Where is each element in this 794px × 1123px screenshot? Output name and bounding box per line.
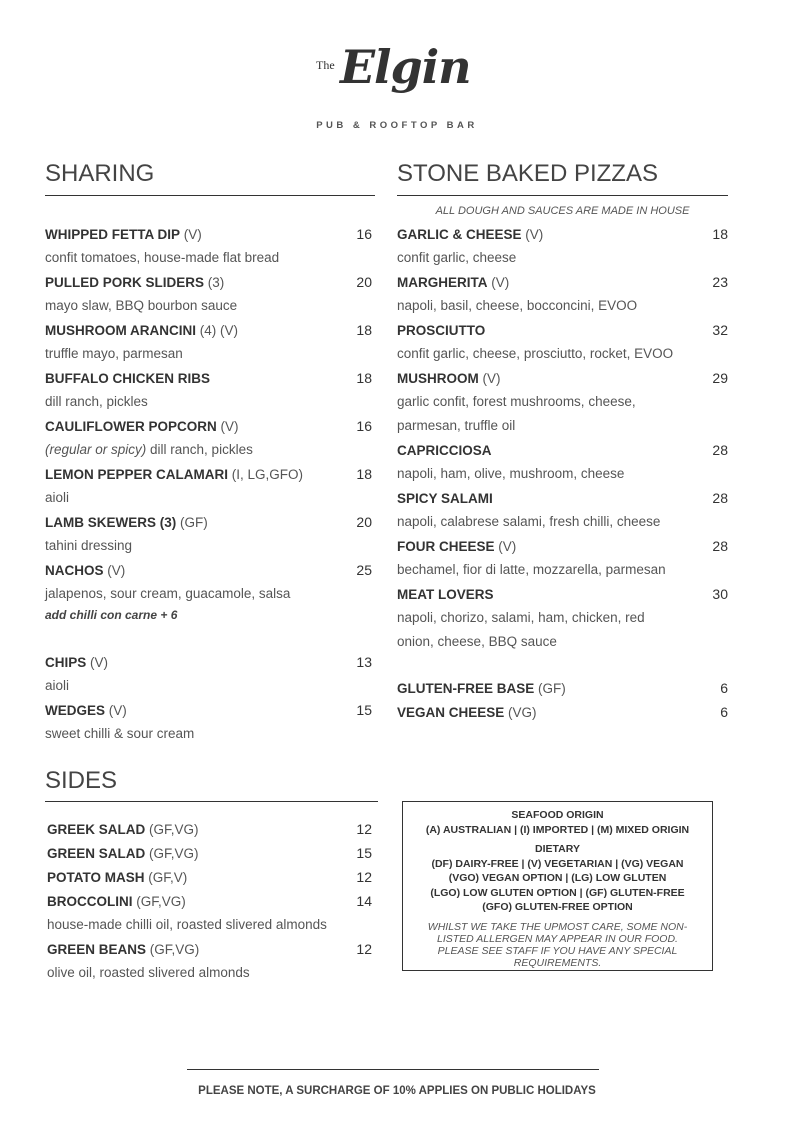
sharing-title: SHARING xyxy=(45,160,155,187)
menu-item xyxy=(47,889,372,913)
item-price: 20 xyxy=(356,274,372,290)
item-tag: (V) xyxy=(183,226,202,242)
item-name xyxy=(47,846,199,861)
item-price: 12 xyxy=(356,821,372,837)
item-title: PULLED PORK SLIDERS xyxy=(45,274,205,290)
item-title: NACHOS xyxy=(45,562,104,578)
seafood-title: SEAFOOD ORIGIN xyxy=(511,809,604,821)
item-price: 20 xyxy=(356,514,372,530)
item-tag: (V) xyxy=(498,538,517,554)
item-price: 32 xyxy=(712,322,728,338)
item-tag: (GF) xyxy=(538,680,566,696)
logo-the: The xyxy=(316,58,335,72)
item-title: LAMB SKEWERS (3) xyxy=(45,514,177,530)
item-tag: (V) xyxy=(491,274,510,290)
item-name xyxy=(397,491,493,506)
item-description: bechamel, fior di latte, mozzarella, parmesan xyxy=(397,562,666,577)
item-price: 6 xyxy=(720,680,728,696)
item-name xyxy=(45,467,303,482)
item-name xyxy=(45,371,210,386)
item-description: tahini dressing xyxy=(45,538,133,553)
dietary-line: (GFO) GLUTEN-FREE OPTION xyxy=(482,901,633,913)
item-title: GREEK SALAD xyxy=(47,821,146,837)
menu-item xyxy=(397,438,728,462)
item-description: napoli, calabrese salami, fresh chilli, cheese xyxy=(397,514,661,529)
item-description: aioli xyxy=(45,490,70,505)
item-description: truffle mayo, parmesan xyxy=(45,346,183,361)
item-title: BUFFALO CHICKEN RIBS xyxy=(45,370,210,386)
menu-item xyxy=(45,650,372,674)
item-description: napoli, chorizo, salami, ham, chicken, red xyxy=(397,610,645,625)
item-price: 25 xyxy=(356,562,372,578)
item-title: BROCCOLINI xyxy=(47,893,133,909)
item-price: 28 xyxy=(712,538,728,554)
item-description: sweet chilli & sour cream xyxy=(45,726,195,741)
item-name xyxy=(45,655,108,670)
menu-item xyxy=(45,414,372,438)
menu-item xyxy=(397,676,728,700)
item-title: PROSCIUTTO xyxy=(397,322,486,338)
item-name xyxy=(397,227,543,242)
dietary-line: (DF) DAIRY-FREE | (V) VEGETARIAN | (VG) VEGAN xyxy=(431,857,684,870)
menu-item xyxy=(397,700,728,724)
item-price: 18 xyxy=(356,322,372,338)
item-title: GARLIC & CHEESE xyxy=(397,226,522,242)
item-tag: (V) xyxy=(482,370,501,386)
item-title: WHIPPED FETTA DIP xyxy=(45,226,180,242)
item-price: 15 xyxy=(356,845,372,861)
item-tag: (V) xyxy=(108,702,127,718)
menu-item xyxy=(47,817,372,841)
item-description: house-made chilli oil, roasted slivered almonds xyxy=(47,917,327,932)
item-name xyxy=(397,681,566,696)
item-price: 28 xyxy=(712,490,728,506)
item-title: GREEN SALAD xyxy=(47,845,146,861)
item-name xyxy=(47,894,186,909)
info-box xyxy=(402,801,713,971)
item-tag: (4) (V) xyxy=(199,322,239,338)
item-name xyxy=(45,323,238,338)
menu-item xyxy=(397,222,728,246)
menu-item xyxy=(45,222,372,246)
spacer xyxy=(397,654,728,676)
spacer xyxy=(45,628,372,650)
sharing-rule xyxy=(45,195,375,196)
item-description-italic: (regular or spicy) xyxy=(45,442,147,457)
pizzas-subtitle: ALL DOUGH AND SAUCES ARE MADE IN HOUSE xyxy=(435,205,690,217)
item-price: 6 xyxy=(720,704,728,720)
menu-item xyxy=(45,510,372,534)
item-price: 12 xyxy=(356,941,372,957)
menu-item xyxy=(397,318,728,342)
menu-item xyxy=(45,318,372,342)
item-title: MARGHERITA xyxy=(397,274,488,290)
item-title: VEGAN CHEESE xyxy=(397,704,505,720)
dietary-line: (LGO) LOW GLUTEN OPTION | (GF) GLUTEN-FREE xyxy=(430,886,685,899)
item-name xyxy=(47,870,187,885)
menu-item xyxy=(45,462,372,486)
item-title: WEDGES xyxy=(45,702,106,718)
sides-title: SIDES xyxy=(45,767,118,794)
item-name xyxy=(47,822,199,837)
menu-item xyxy=(47,841,372,865)
item-title: MEAT LOVERS xyxy=(397,586,494,602)
seafood-line: (A) AUSTRALIAN | (I) IMPORTED | (M) MIXED ORIGIN xyxy=(425,824,690,836)
item-name xyxy=(47,942,199,957)
footer-rule xyxy=(187,1069,599,1070)
item-name xyxy=(45,563,125,578)
item-price: 12 xyxy=(356,869,372,885)
item-price: 29 xyxy=(712,370,728,386)
item-price: 16 xyxy=(356,226,372,242)
item-price: 14 xyxy=(356,893,372,909)
sides-rule xyxy=(45,801,378,802)
item-tag: (VG) xyxy=(508,704,537,720)
item-name xyxy=(45,275,224,290)
logo-tagline: PUB & ROOFTOP BAR xyxy=(316,120,478,131)
item-description: mayo slaw, BBQ bourbon sauce xyxy=(45,298,238,313)
allergen-disclaimer: WHILST WE TAKE THE UPMOST CARE, SOME NON-LISTED ALLERGEN MAY APPEAR IN OUR FOOD. PLEASE SEE STAFF IF YOU HAVE ANY SPECIAL REQUIREMENTS. xyxy=(427,920,688,969)
item-description: aioli xyxy=(45,678,70,693)
item-tag: (GF,VG) xyxy=(149,845,199,861)
sharing-list xyxy=(45,222,372,746)
item-description: parmesan, truffle oil xyxy=(397,418,516,433)
item-name xyxy=(397,323,485,338)
dietary-line: (VGO) VEGAN OPTION | (LG) LOW GLUTEN xyxy=(448,872,667,884)
item-tag: (GF,VG) xyxy=(149,821,199,837)
item-price: 18 xyxy=(356,370,372,386)
menu-item xyxy=(45,698,372,722)
menu-item xyxy=(47,937,372,961)
item-description: olive oil, roasted slivered almonds xyxy=(47,965,250,980)
item-price: 28 xyxy=(712,442,728,458)
item-description: garlic confit, forest mushrooms, cheese, xyxy=(397,394,636,409)
item-description: confit garlic, cheese xyxy=(397,250,517,265)
item-description: onion, cheese, BBQ sauce xyxy=(397,634,557,649)
item-tag: (GF,VG) xyxy=(149,941,200,957)
item-name xyxy=(45,703,127,718)
item-name xyxy=(397,275,509,290)
item-price: 13 xyxy=(356,654,372,670)
menu-item xyxy=(45,270,372,294)
item-tag: (V) xyxy=(90,654,109,670)
item-title: FOUR CHEESE xyxy=(397,538,495,554)
item-price: 30 xyxy=(712,586,728,602)
item-description: napoli, ham, olive, mushroom, cheese xyxy=(397,466,625,481)
menu-item xyxy=(397,270,728,294)
item-name xyxy=(397,371,501,386)
menu-item xyxy=(45,558,372,582)
sides-list xyxy=(47,817,372,985)
item-description: jalapenos, sour cream, guacamole, salsa xyxy=(45,586,291,601)
item-tag: (GF,V) xyxy=(148,869,188,885)
item-description: confit garlic, cheese, prosciutto, rocket, EVOO xyxy=(397,346,674,361)
menu-item xyxy=(47,865,372,889)
item-price: 15 xyxy=(356,702,372,718)
item-price: 16 xyxy=(356,418,372,434)
item-title: MUSHROOM xyxy=(397,370,479,386)
menu-item xyxy=(397,366,728,390)
item-name xyxy=(397,587,494,602)
item-description: confit tomatoes, house-made flat bread xyxy=(45,250,280,265)
item-description: dill ranch, pickles xyxy=(45,394,148,409)
item-title: GLUTEN-FREE BASE xyxy=(397,680,535,696)
item-tag: (V) xyxy=(220,418,239,434)
item-title: CHIPS xyxy=(45,654,87,670)
item-name xyxy=(397,705,537,720)
item-description-text: dill ranch, pickles xyxy=(146,442,253,457)
item-title: CAPRICCIOSA xyxy=(397,442,492,458)
item-name xyxy=(45,227,202,242)
item-price: 18 xyxy=(356,466,372,482)
item-tag: (3) xyxy=(207,274,225,290)
dietary-title: DIETARY xyxy=(535,842,580,855)
item-title: GREEN BEANS xyxy=(47,941,147,957)
menu-item xyxy=(45,366,372,390)
item-name xyxy=(397,539,516,554)
item-tag: (GF,VG) xyxy=(136,893,186,909)
menu-item xyxy=(397,534,728,558)
item-tag: (V) xyxy=(525,226,544,242)
pizzas-list xyxy=(397,200,728,724)
item-tag: (GF) xyxy=(180,514,208,530)
item-description xyxy=(45,438,372,462)
logo-name: Elgin xyxy=(340,40,471,94)
item-title: POTATO MASH xyxy=(47,869,145,885)
item-description: napoli, basil, cheese, bocconcini, EVOO xyxy=(397,298,638,313)
nachos-addon-note: add chilli con carne + 6 xyxy=(45,608,178,622)
menu-item xyxy=(397,486,728,510)
item-price: 23 xyxy=(712,274,728,290)
item-title: MUSHROOM ARANCINI xyxy=(45,322,196,338)
item-title: SPICY SALAMI xyxy=(397,490,493,506)
item-title: LEMON PEPPER CALAMARI xyxy=(45,466,229,482)
pizzas-rule xyxy=(397,195,728,196)
item-price: 18 xyxy=(712,226,728,242)
footer-note: PLEASE NOTE, A SURCHARGE OF 10% APPLIES ON PUBLIC HOLIDAYS xyxy=(198,1085,596,1097)
item-name xyxy=(45,419,239,434)
item-tag: (V) xyxy=(107,562,126,578)
menu-item xyxy=(397,582,728,606)
item-title: CAULIFLOWER POPCORN xyxy=(45,418,217,434)
item-tag: (I, LG,GFO) xyxy=(231,466,304,482)
pizzas-title: STONE BAKED PIZZAS xyxy=(397,160,658,187)
item-name xyxy=(397,443,492,458)
item-name xyxy=(45,515,208,530)
